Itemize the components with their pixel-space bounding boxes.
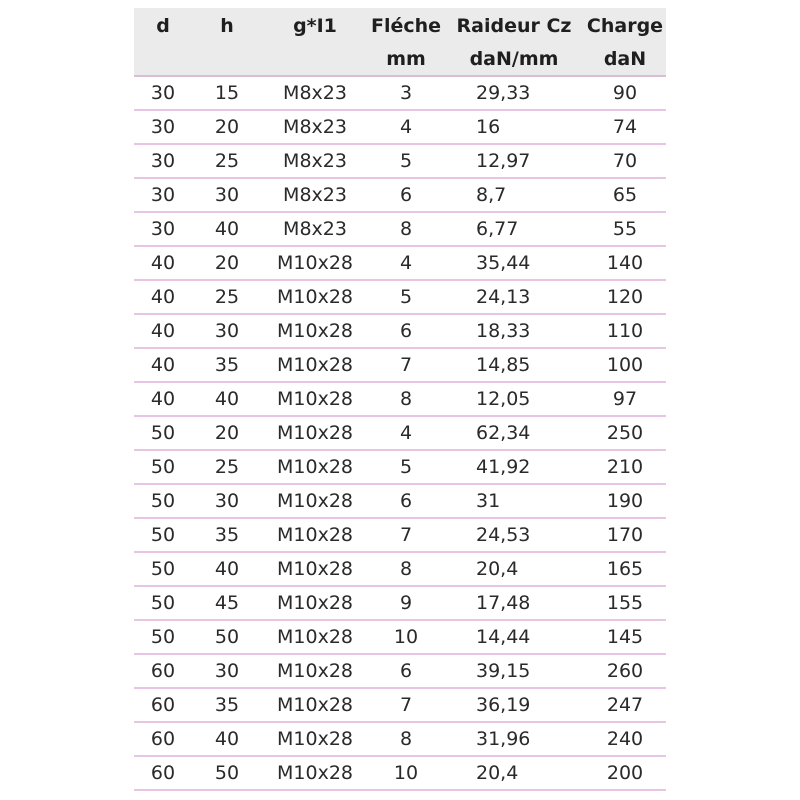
cell-d: 30 (134, 144, 192, 178)
cell-charge: 240 (584, 722, 666, 756)
header-thread: g*I1 (293, 14, 337, 37)
cell-fleche: 5 (368, 280, 444, 314)
unit-charge: daN (584, 43, 666, 76)
cell-fleche: 7 (368, 518, 444, 552)
cell-thread: M8x23 (262, 178, 368, 212)
cell-fleche: 4 (368, 110, 444, 144)
table-row (134, 450, 666, 484)
cell-charge: 110 (584, 314, 666, 348)
cell-charge: 97 (584, 382, 666, 416)
cell-charge: 55 (584, 212, 666, 246)
cell-charge: 145 (584, 620, 666, 654)
unit-fleche: mm (368, 43, 444, 76)
cell-d: 30 (134, 110, 192, 144)
cell-raideur: 20,4 (444, 552, 584, 586)
cell-charge: 247 (584, 688, 666, 722)
table-row (134, 110, 666, 144)
cell-raideur: 12,05 (444, 382, 584, 416)
cell-d: 50 (134, 450, 192, 484)
unit-d (134, 43, 192, 76)
cell-d: 50 (134, 552, 192, 586)
cell-thread: M8x23 (262, 110, 368, 144)
cell-thread: M10x28 (262, 382, 368, 416)
cell-charge: 190 (584, 484, 666, 518)
cell-h: 45 (192, 586, 262, 620)
table-row (134, 348, 666, 382)
table-row (134, 484, 666, 518)
table-row (134, 416, 666, 450)
cell-h: 40 (192, 722, 262, 756)
cell-thread: M10x28 (262, 450, 368, 484)
cell-h: 25 (192, 280, 262, 314)
table-row (134, 314, 666, 348)
cell-charge: 165 (584, 552, 666, 586)
cell-h: 40 (192, 212, 262, 246)
cell-raideur: 6,77 (444, 212, 584, 246)
cell-d: 50 (134, 484, 192, 518)
cell-fleche: 6 (368, 654, 444, 688)
cell-d: 50 (134, 416, 192, 450)
header-d: d (156, 14, 170, 37)
table-row (134, 246, 666, 280)
cell-h: 25 (192, 144, 262, 178)
cell-thread: M10x28 (262, 756, 368, 790)
cell-h: 20 (192, 110, 262, 144)
cell-d: 50 (134, 518, 192, 552)
cell-charge: 65 (584, 178, 666, 212)
cell-fleche: 5 (368, 144, 444, 178)
cell-h: 35 (192, 348, 262, 382)
cell-raideur: 31,96 (444, 722, 584, 756)
cell-raideur: 39,15 (444, 654, 584, 688)
header-row (134, 8, 666, 43)
cell-fleche: 3 (368, 76, 444, 110)
table-row (134, 688, 666, 722)
cell-thread: M10x28 (262, 518, 368, 552)
cell-charge: 140 (584, 246, 666, 280)
cell-raideur: 17,48 (444, 586, 584, 620)
table-row (134, 620, 666, 654)
cell-thread: M8x23 (262, 212, 368, 246)
cell-d: 60 (134, 654, 192, 688)
cell-thread: M10x28 (262, 620, 368, 654)
cell-thread: M8x23 (262, 144, 368, 178)
cell-d: 30 (134, 76, 192, 110)
cell-h: 15 (192, 76, 262, 110)
cell-fleche: 9 (368, 586, 444, 620)
cell-h: 20 (192, 246, 262, 280)
cell-charge: 100 (584, 348, 666, 382)
cell-fleche: 7 (368, 348, 444, 382)
cell-fleche: 6 (368, 178, 444, 212)
cell-h: 40 (192, 382, 262, 416)
units-row (134, 43, 666, 76)
cell-fleche: 8 (368, 722, 444, 756)
cell-thread: M10x28 (262, 722, 368, 756)
cell-charge: 250 (584, 416, 666, 450)
cell-raideur: 14,85 (444, 348, 584, 382)
cell-thread: M10x28 (262, 314, 368, 348)
table-row (134, 518, 666, 552)
cell-h: 30 (192, 314, 262, 348)
table-header (134, 8, 666, 76)
cell-d: 60 (134, 688, 192, 722)
cell-h: 30 (192, 654, 262, 688)
cell-fleche: 10 (368, 756, 444, 790)
cell-raideur: 12,97 (444, 144, 584, 178)
unit-h (192, 43, 262, 76)
cell-charge: 260 (584, 654, 666, 688)
cell-h: 40 (192, 552, 262, 586)
cell-raideur: 29,33 (444, 76, 584, 110)
cell-raideur: 18,33 (444, 314, 584, 348)
cell-charge: 70 (584, 144, 666, 178)
cell-fleche: 8 (368, 382, 444, 416)
cell-thread: M8x23 (262, 76, 368, 110)
cell-thread: M10x28 (262, 552, 368, 586)
table-row (134, 144, 666, 178)
cell-h: 25 (192, 450, 262, 484)
cell-d: 40 (134, 314, 192, 348)
cell-fleche: 4 (368, 416, 444, 450)
cell-raideur: 24,53 (444, 518, 584, 552)
cell-fleche: 8 (368, 212, 444, 246)
cell-thread: M10x28 (262, 280, 368, 314)
cell-raideur: 41,92 (444, 450, 584, 484)
table-body (134, 76, 666, 790)
cell-thread: M10x28 (262, 348, 368, 382)
cell-fleche: 4 (368, 246, 444, 280)
table-row (134, 212, 666, 246)
cell-h: 35 (192, 518, 262, 552)
cell-thread: M10x28 (262, 688, 368, 722)
header-charge: Charge (586, 14, 664, 37)
cell-raideur: 24,13 (444, 280, 584, 314)
cell-thread: M10x28 (262, 484, 368, 518)
cell-h: 30 (192, 484, 262, 518)
cell-raideur: 20,4 (444, 756, 584, 790)
table-row (134, 76, 666, 110)
cell-d: 30 (134, 212, 192, 246)
header-raideur: Raideur Cz (456, 14, 572, 37)
cell-h: 50 (192, 620, 262, 654)
table-row (134, 586, 666, 620)
cell-raideur: 35,44 (444, 246, 584, 280)
cell-d: 50 (134, 586, 192, 620)
cell-charge: 200 (584, 756, 666, 790)
cell-d: 30 (134, 178, 192, 212)
table-row (134, 178, 666, 212)
cell-h: 50 (192, 756, 262, 790)
cell-d: 50 (134, 620, 192, 654)
table-row (134, 654, 666, 688)
header-h: h (220, 14, 234, 37)
cell-fleche: 6 (368, 484, 444, 518)
cell-thread: M10x28 (262, 654, 368, 688)
cell-d: 40 (134, 348, 192, 382)
table-row (134, 756, 666, 790)
cell-fleche: 5 (368, 450, 444, 484)
spring-spec-table-container (134, 8, 666, 791)
cell-h: 30 (192, 178, 262, 212)
unit-thread (262, 43, 368, 76)
cell-charge: 210 (584, 450, 666, 484)
cell-raideur: 8,7 (444, 178, 584, 212)
cell-fleche: 8 (368, 552, 444, 586)
cell-fleche: 7 (368, 688, 444, 722)
cell-raideur: 36,19 (444, 688, 584, 722)
cell-charge: 90 (584, 76, 666, 110)
cell-thread: M10x28 (262, 416, 368, 450)
table-row (134, 722, 666, 756)
cell-charge: 170 (584, 518, 666, 552)
cell-charge: 74 (584, 110, 666, 144)
cell-h: 20 (192, 416, 262, 450)
cell-raideur: 14,44 (444, 620, 584, 654)
cell-charge: 155 (584, 586, 666, 620)
cell-fleche: 6 (368, 314, 444, 348)
cell-d: 40 (134, 246, 192, 280)
cell-raideur: 62,34 (444, 416, 584, 450)
cell-thread: M10x28 (262, 246, 368, 280)
cell-d: 40 (134, 280, 192, 314)
cell-raideur: 16 (444, 110, 584, 144)
unit-raideur: daN/mm (444, 43, 584, 76)
cell-thread: M10x28 (262, 586, 368, 620)
cell-fleche: 10 (368, 620, 444, 654)
table-row (134, 382, 666, 416)
header-fleche: Fléche (370, 14, 442, 37)
cell-d: 40 (134, 382, 192, 416)
cell-d: 60 (134, 756, 192, 790)
cell-raideur: 31 (444, 484, 584, 518)
table-row (134, 552, 666, 586)
cell-charge: 120 (584, 280, 666, 314)
table-row (134, 280, 666, 314)
spring-spec-table (134, 8, 666, 791)
cell-h: 35 (192, 688, 262, 722)
cell-d: 60 (134, 722, 192, 756)
